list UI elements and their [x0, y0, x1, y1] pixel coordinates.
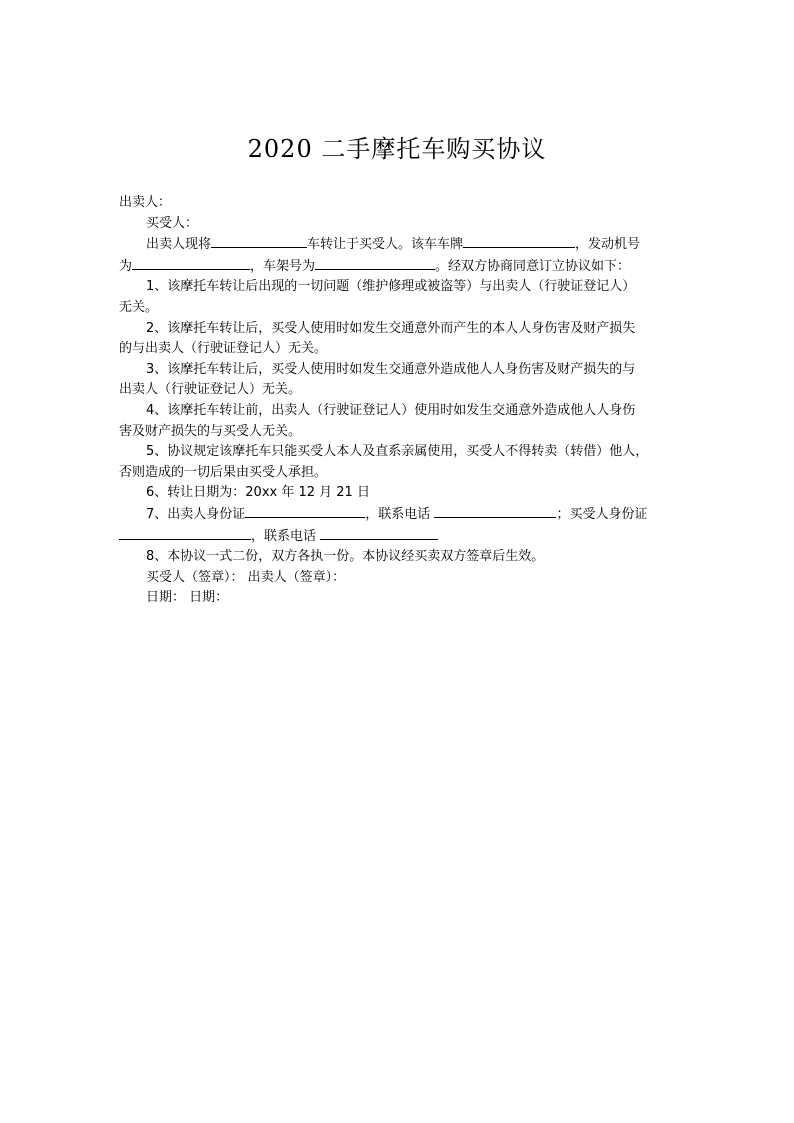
- date-line: 日期： 日期：: [146, 590, 229, 606]
- clause-2-line-1: 2、该摩托车转让后，买受人使用时如发生交通意外而产生的本人人身伤害及财产损失: [146, 320, 636, 336]
- clause-7-text-1: 7、出卖人身份证: [146, 506, 246, 522]
- clause-7-text-2: ，联系电话: [365, 506, 431, 522]
- clause-3-line-1: 3、该摩托车转让后，买受人使用时如发生交通意外造成他人人身伤害及财产损失的与: [146, 361, 636, 377]
- seller-phone-blank: [434, 504, 556, 518]
- clause-3-line-2: 出卖人（行驶证登记人）无关。: [119, 382, 302, 398]
- seller-label: 出卖人：: [119, 195, 172, 210]
- frame-number-blank: [315, 256, 435, 270]
- engine-number-blank: [132, 256, 250, 270]
- intro-text-6: 。经双方协商同意订立协议如下：: [435, 258, 631, 274]
- intro-text-4: 为: [119, 258, 133, 274]
- clause-5-line-1: 5、协议规定该摩托车只能买受人本人及直系亲属使用，买受人不得转卖（转借）他人，: [146, 444, 649, 460]
- seller-id-blank: [245, 504, 365, 518]
- intro-line-2: [119, 256, 685, 278]
- vehicle-blank: [211, 234, 307, 248]
- document-title: 2020 二手摩托车购买协议: [247, 135, 547, 163]
- intro-line-1: [119, 234, 685, 256]
- buyer-phone-blank: [320, 526, 438, 540]
- clause-6: 6、转让日期为：20xx 年 12 月 21 日: [146, 485, 370, 501]
- intro-text-1: 出卖人现将: [146, 237, 212, 253]
- clause-2-line-2: 的与出卖人（行驶证登记人）无关。: [119, 341, 328, 357]
- clause-4-line-2: 害及财产损失的与买受人无关。: [119, 423, 302, 439]
- plate-blank: [463, 234, 575, 248]
- clause-1-line-1: 1、该摩托车转让后出现的一切问题（维护修理或被盗等）与出卖人（行驶证登记人）: [146, 279, 636, 295]
- agreement-body: [119, 193, 685, 609]
- signature-line: 买受人（签章）： 出卖人（签章）：: [146, 569, 346, 585]
- clause-4-line-1: 4、该摩托车转让前，出卖人（行驶证登记人）使用时如发生交通意外造成他人人身伤: [146, 402, 636, 418]
- clause-1-line-2: 无关。: [119, 299, 159, 315]
- intro-text-3: ，发动机号: [575, 237, 641, 253]
- intro-text-2: 车转让于买受人。该车车牌: [307, 237, 464, 253]
- clause-8: 8、本协议一式二份，双方各执一份。本协议经买卖双方签章后生效。: [146, 549, 545, 565]
- clause-7-line-1: [119, 504, 685, 526]
- clause-7-text-3: ；买受人身份证: [556, 506, 648, 522]
- buyer-id-blank: [119, 526, 251, 540]
- intro-text-5: ，车架号为: [250, 258, 316, 274]
- clause-5-line-2: 否则造成的一切后果由买受人承担。: [119, 464, 328, 480]
- buyer-label: 买受人：: [146, 215, 199, 231]
- clause-7-line-2: [119, 526, 685, 548]
- clause-7-text-4: ，联系电话: [251, 528, 317, 544]
